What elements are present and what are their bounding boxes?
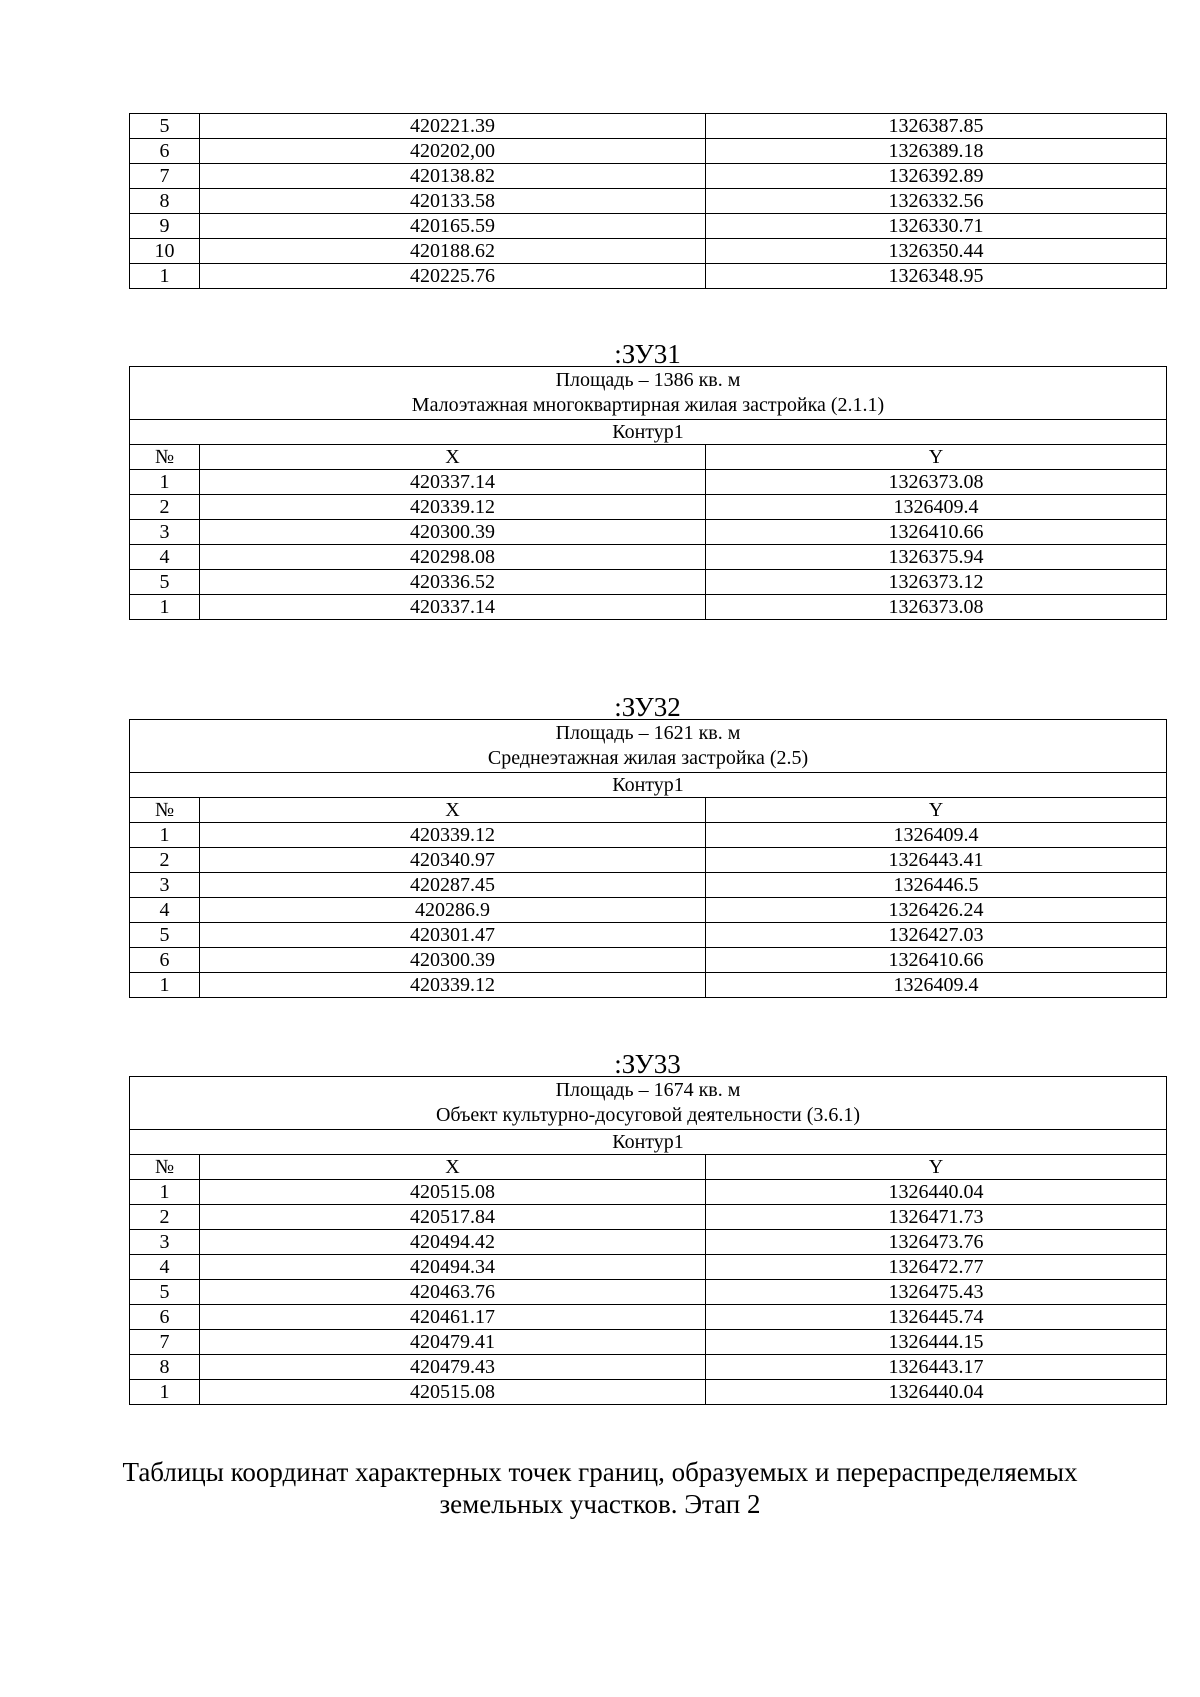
point-number: 3 bbox=[130, 873, 200, 898]
table-row bbox=[130, 948, 1167, 973]
plot-table-zu33 bbox=[129, 1076, 1167, 1405]
coordinate-rows bbox=[130, 823, 1167, 998]
y-coordinate: 1326443.41 bbox=[706, 848, 1167, 873]
x-coordinate: 420463.76 bbox=[200, 1280, 706, 1305]
x-coordinate: 420515.08 bbox=[200, 1180, 706, 1205]
table-row bbox=[130, 139, 1167, 164]
table-row bbox=[130, 1330, 1167, 1355]
y-coordinate: 1326330.71 bbox=[706, 214, 1167, 239]
x-coordinate: 420202,00 bbox=[200, 139, 706, 164]
column-header-x: X bbox=[200, 798, 706, 823]
column-header-number: № bbox=[130, 798, 200, 823]
x-coordinate: 420165.59 bbox=[200, 214, 706, 239]
table-row bbox=[130, 1205, 1167, 1230]
x-coordinate: 420336.52 bbox=[200, 570, 706, 595]
y-coordinate: 1326375.94 bbox=[706, 545, 1167, 570]
plot-permitted-use: Объект культурно-досуговой деятельности (3.6.1) bbox=[435, 1104, 861, 1126]
y-coordinate: 1326350.44 bbox=[706, 239, 1167, 264]
contour-label: Контур1 bbox=[130, 1130, 1167, 1155]
table-row bbox=[130, 973, 1167, 998]
x-coordinate: 420339.12 bbox=[200, 495, 706, 520]
column-header-x: X bbox=[200, 445, 706, 470]
plot-area: Площадь – 1674 кв. м bbox=[555, 1079, 741, 1101]
point-number: 10 bbox=[130, 239, 200, 264]
table-row bbox=[130, 164, 1167, 189]
x-coordinate: 420301.47 bbox=[200, 923, 706, 948]
x-coordinate: 420287.45 bbox=[200, 873, 706, 898]
y-coordinate: 1326473.76 bbox=[706, 1230, 1167, 1255]
x-coordinate: 420188.62 bbox=[200, 239, 706, 264]
y-coordinate: 1326373.08 bbox=[706, 470, 1167, 495]
table-row bbox=[130, 264, 1167, 289]
table-row bbox=[130, 1380, 1167, 1405]
point-number: 2 bbox=[130, 1205, 200, 1230]
column-header-y: Y bbox=[706, 445, 1167, 470]
document-caption bbox=[100, 1456, 1100, 1520]
point-number: 5 bbox=[130, 923, 200, 948]
table-row bbox=[130, 495, 1167, 520]
y-coordinate: 1326389.18 bbox=[706, 139, 1167, 164]
table-row bbox=[130, 114, 1167, 139]
point-number: 1 bbox=[130, 470, 200, 495]
table-row bbox=[130, 1230, 1167, 1255]
y-coordinate: 1326427.03 bbox=[706, 923, 1167, 948]
y-coordinate: 1326440.04 bbox=[706, 1380, 1167, 1405]
x-coordinate: 420494.42 bbox=[200, 1230, 706, 1255]
y-coordinate: 1326373.12 bbox=[706, 570, 1167, 595]
y-coordinate: 1326373.08 bbox=[706, 595, 1167, 620]
y-coordinate: 1326348.95 bbox=[706, 264, 1167, 289]
table-row bbox=[130, 923, 1167, 948]
x-coordinate: 420479.41 bbox=[200, 1330, 706, 1355]
table-row bbox=[130, 1305, 1167, 1330]
table-row bbox=[130, 570, 1167, 595]
point-number: 3 bbox=[130, 520, 200, 545]
y-coordinate: 1326392.89 bbox=[706, 164, 1167, 189]
x-coordinate: 420286.9 bbox=[200, 898, 706, 923]
continuation-table bbox=[129, 113, 1167, 289]
table-row bbox=[130, 848, 1167, 873]
point-number: 2 bbox=[130, 495, 200, 520]
y-coordinate: 1326387.85 bbox=[706, 114, 1167, 139]
table-row bbox=[130, 898, 1167, 923]
point-number: 8 bbox=[130, 189, 200, 214]
table-row bbox=[130, 470, 1167, 495]
x-coordinate: 420337.14 bbox=[200, 595, 706, 620]
plot-table-zu31 bbox=[129, 366, 1167, 620]
y-coordinate: 1326409.4 bbox=[706, 495, 1167, 520]
x-coordinate: 420221.39 bbox=[200, 114, 706, 139]
point-number: 3 bbox=[130, 1230, 200, 1255]
y-coordinate: 1326332.56 bbox=[706, 189, 1167, 214]
caption-line: Таблицы координат характерных точек границ, образуемых и перераспределяемых bbox=[122, 1457, 1078, 1487]
x-coordinate: 420339.12 bbox=[200, 973, 706, 998]
y-coordinate: 1326443.17 bbox=[706, 1355, 1167, 1380]
y-coordinate: 1326440.04 bbox=[706, 1180, 1167, 1205]
y-coordinate: 1326445.74 bbox=[706, 1305, 1167, 1330]
plot-area-and-use bbox=[130, 1077, 1167, 1130]
y-coordinate: 1326475.43 bbox=[706, 1280, 1167, 1305]
column-header-y: Y bbox=[706, 1155, 1167, 1180]
point-number: 7 bbox=[130, 164, 200, 189]
table-row bbox=[130, 1280, 1167, 1305]
y-coordinate: 1326444.15 bbox=[706, 1330, 1167, 1355]
point-number: 5 bbox=[130, 570, 200, 595]
x-coordinate: 420138.82 bbox=[200, 164, 706, 189]
point-number: 7 bbox=[130, 1330, 200, 1355]
table-row bbox=[130, 520, 1167, 545]
column-header-number: № bbox=[130, 445, 200, 470]
point-number: 1 bbox=[130, 264, 200, 289]
table-row bbox=[130, 873, 1167, 898]
plot-title: :ЗУ31 bbox=[614, 339, 681, 369]
contour-label: Контур1 bbox=[130, 420, 1167, 445]
point-number: 1 bbox=[130, 1180, 200, 1205]
coordinate-rows bbox=[130, 470, 1167, 620]
y-coordinate: 1326409.4 bbox=[706, 823, 1167, 848]
y-coordinate: 1326471.73 bbox=[706, 1205, 1167, 1230]
point-number: 1 bbox=[130, 1380, 200, 1405]
point-number: 2 bbox=[130, 848, 200, 873]
x-coordinate: 420225.76 bbox=[200, 264, 706, 289]
table-row bbox=[130, 214, 1167, 239]
column-header-number: № bbox=[130, 1155, 200, 1180]
point-number: 1 bbox=[130, 973, 200, 998]
x-coordinate: 420300.39 bbox=[200, 948, 706, 973]
caption-line: земельных участков. Этап 2 bbox=[439, 1489, 761, 1519]
plot-table-zu32 bbox=[129, 719, 1167, 998]
y-coordinate: 1326426.24 bbox=[706, 898, 1167, 923]
plot-area: Площадь – 1386 кв. м bbox=[555, 369, 741, 391]
y-coordinate: 1326472.77 bbox=[706, 1255, 1167, 1280]
table-row bbox=[130, 595, 1167, 620]
point-number: 6 bbox=[130, 139, 200, 164]
plot-area-and-use bbox=[130, 720, 1167, 773]
y-coordinate: 1326446.5 bbox=[706, 873, 1167, 898]
point-number: 4 bbox=[130, 545, 200, 570]
point-number: 8 bbox=[130, 1355, 200, 1380]
table-row bbox=[130, 1180, 1167, 1205]
x-coordinate: 420340.97 bbox=[200, 848, 706, 873]
plot-title: :ЗУ32 bbox=[614, 692, 681, 722]
x-coordinate: 420479.43 bbox=[200, 1355, 706, 1380]
plot-area: Площадь – 1621 кв. м bbox=[555, 722, 741, 744]
point-number: 5 bbox=[130, 114, 200, 139]
table-row bbox=[130, 239, 1167, 264]
x-coordinate: 420300.39 bbox=[200, 520, 706, 545]
x-coordinate: 420337.14 bbox=[200, 470, 706, 495]
contour-label: Контур1 bbox=[130, 773, 1167, 798]
x-coordinate: 420298.08 bbox=[200, 545, 706, 570]
table-row bbox=[130, 189, 1167, 214]
point-number: 1 bbox=[130, 823, 200, 848]
x-coordinate: 420515.08 bbox=[200, 1380, 706, 1405]
continuation-table-body bbox=[130, 114, 1167, 289]
coordinate-rows bbox=[130, 1180, 1167, 1405]
column-header-x: X bbox=[200, 1155, 706, 1180]
table-row bbox=[130, 1255, 1167, 1280]
table-row bbox=[130, 545, 1167, 570]
x-coordinate: 420339.12 bbox=[200, 823, 706, 848]
point-number: 1 bbox=[130, 595, 200, 620]
plot-area-and-use bbox=[130, 367, 1167, 420]
x-coordinate: 420517.84 bbox=[200, 1205, 706, 1230]
y-coordinate: 1326410.66 bbox=[706, 948, 1167, 973]
point-number: 6 bbox=[130, 948, 200, 973]
table-row bbox=[130, 823, 1167, 848]
x-coordinate: 420461.17 bbox=[200, 1305, 706, 1330]
plot-title: :ЗУ33 bbox=[614, 1049, 681, 1079]
y-coordinate: 1326409.4 bbox=[706, 973, 1167, 998]
x-coordinate: 420133.58 bbox=[200, 189, 706, 214]
point-number: 4 bbox=[130, 1255, 200, 1280]
point-number: 6 bbox=[130, 1305, 200, 1330]
column-header-y: Y bbox=[706, 798, 1167, 823]
plot-permitted-use: Среднеэтажная жилая застройка (2.5) bbox=[487, 747, 809, 769]
y-coordinate: 1326410.66 bbox=[706, 520, 1167, 545]
point-number: 9 bbox=[130, 214, 200, 239]
table-row bbox=[130, 1355, 1167, 1380]
point-number: 5 bbox=[130, 1280, 200, 1305]
plot-permitted-use: Малоэтажная многоквартирная жилая застройка (2.1.1) bbox=[411, 394, 885, 416]
x-coordinate: 420494.34 bbox=[200, 1255, 706, 1280]
point-number: 4 bbox=[130, 898, 200, 923]
